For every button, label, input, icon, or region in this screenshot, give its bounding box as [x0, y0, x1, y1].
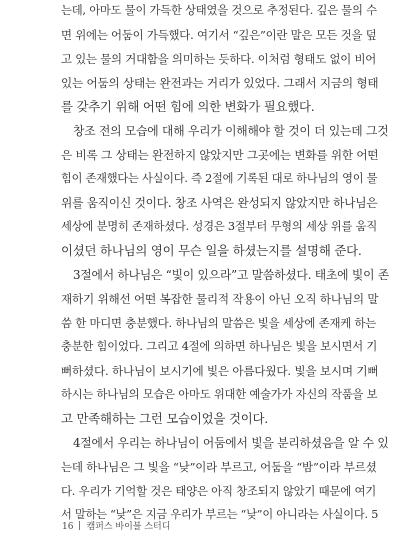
- text-line: 재하기 위해선 어떤 복잡한 물리적 작용이 아닌 오직 하나님의 말: [61, 292, 379, 306]
- text-line: 씀 한 마디면 충분했다. 하나님의 말씀은 빛을 세상에 존재케 하는: [61, 316, 377, 330]
- text-line: 은 비록 그 상태는 완전하지 않았지만 그곳에는 변화를 위한 어떤: [61, 148, 379, 162]
- paragraph-first-line: 4절에서 우리는 하나님이 어둠에서 빛을 분리하셨음을 알 수 있: [73, 436, 389, 450]
- text-line: 위를 움직이신 것이다. 창조 사역은 완성되지 않았지만 하나님은: [61, 196, 378, 210]
- text-line: 있는 어둠의 상태는 완전과는 거리가 있었다. 그래서 지금의 형태: [61, 76, 379, 90]
- text-line: 뻐하셨다. 하나님이 보시기에 빛은 아름다웠다. 빛을 보시며 기뻐: [61, 364, 379, 378]
- text-line: 고 만족해하는 그런 모습이었을 것이다.: [61, 411, 269, 426]
- text-line: 다. 우리가 기억할 것은 태양은 아직 창조되지 않았기 때문에 여기: [61, 484, 377, 498]
- text-line: 하시는 하나님의 모습은 아마도 위대한 예술가가 자신의 작품을 보: [61, 388, 378, 401]
- text-line: 서 말하는 “낮”은 지금 우리가 부르는 “낮”이 아니라는 사실이다. 5: [61, 508, 379, 521]
- text-line: 충분한 힘이었다. 그리고 4절에 의하면 하나님은 빛을 보시면서 기: [61, 340, 378, 353]
- text-line: 고 있는 물의 거대함을 의미하는 듯하다. 이처럼 형태도 없이 비어: [61, 52, 377, 66]
- text-line: 면 위에는 어둠이 가득했다. 여기서 “깊은”이란 말은 모든 것을 덮: [61, 28, 377, 42]
- text-line: 이셨던 하나님의 영이 무슨 일을 하셨는지를 설명해 준다.: [61, 243, 362, 258]
- paragraph-first-line: 3절에서 하나님은 “빛이 있으라”고 말씀하셨다. 태초에 빛이 존: [73, 268, 390, 282]
- page-number: 16: [62, 522, 74, 532]
- text-line: 힘이 존재했다는 사실이다. 즉 2절에 기록된 대로 하나님의 영이 물: [61, 172, 378, 185]
- paragraph-first-line: 창조 전의 모습에 대해 우리가 이해해야 할 것이 더 있는데 그것: [73, 124, 389, 138]
- text-line: 는데 하나님은 그 빛을 “낮”이라 부르고, 어둠을 “밤”이라 부르셨: [61, 460, 377, 474]
- footer-divider: [79, 521, 80, 530]
- page-footer: [62, 519, 170, 532]
- text-line: 세상에 분명히 존재하셨다. 성경은 3절부터 무형의 세상 위를 움직: [61, 220, 378, 233]
- running-title: 캠퍼스 바이블 스터디: [86, 522, 171, 532]
- text-line: 는데, 아마도 물이 가득한 상태였을 것으로 추정된다. 깊은 물의 수: [61, 4, 377, 17]
- text-line: 를 갖추기 위해 어떤 힘에 의한 변화가 필요했다.: [61, 99, 315, 114]
